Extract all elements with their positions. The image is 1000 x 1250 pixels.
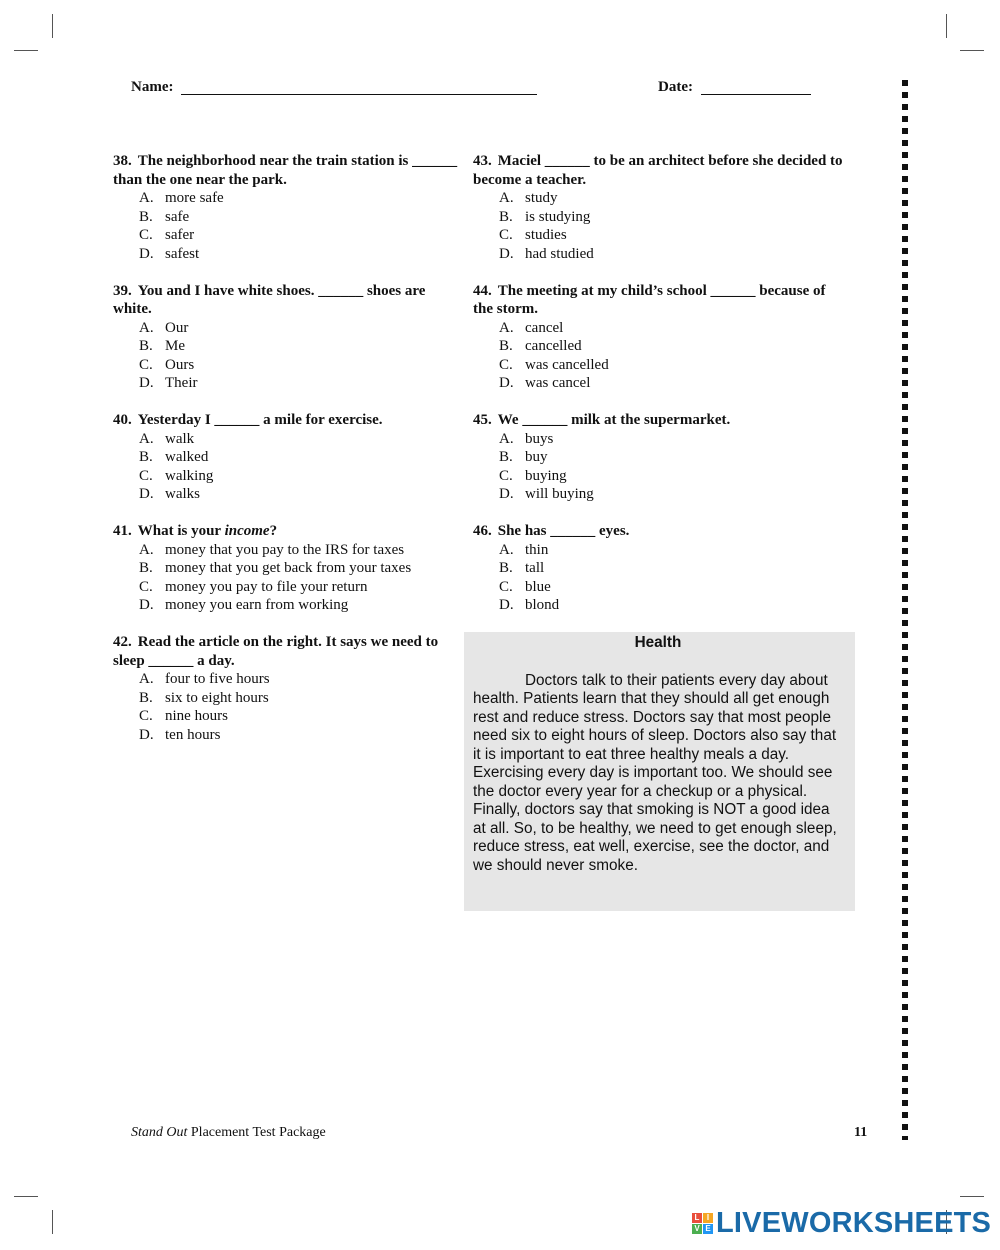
question-text: 38. The neighborhood near the train station is ______ than the one near the park. xyxy=(113,153,458,188)
question-text: 46. She has ______ eyes. xyxy=(473,523,630,539)
answer-option[interactable]: B. walked xyxy=(139,449,209,465)
question-40 xyxy=(113,411,458,504)
answer-option[interactable]: D. Their xyxy=(139,375,198,391)
question-44 xyxy=(473,282,843,393)
crop-mark xyxy=(52,1210,53,1234)
crop-mark xyxy=(52,14,53,38)
answer-option[interactable]: C. was cancelled xyxy=(499,356,609,373)
answer-option[interactable]: C. nine hours xyxy=(139,708,228,724)
crop-mark xyxy=(960,50,984,51)
question-text: 43. Maciel ______ to be an architect before she decided to become a teacher. xyxy=(473,153,843,188)
crop-mark xyxy=(14,50,38,51)
answer-option[interactable]: B. buy xyxy=(499,449,548,465)
date-input-line[interactable] xyxy=(701,78,811,95)
answer-option[interactable]: D. had studied xyxy=(499,245,594,262)
date-field xyxy=(658,78,811,96)
question-text: 42. Read the article on the right. It says we need to sleep ______ a day. xyxy=(113,634,439,669)
footer-title xyxy=(131,1125,326,1141)
question-text: 41. What is your income? xyxy=(113,523,278,539)
question-text: 40. Yesterday I ______ a mile for exercise. xyxy=(113,412,383,428)
crop-mark xyxy=(946,14,947,38)
answer-option[interactable]: B. safe xyxy=(139,208,190,225)
article-title: Health xyxy=(634,634,682,651)
perforation-line xyxy=(902,80,908,1140)
answer-option[interactable]: A. money that you pay to the IRS for taxes xyxy=(139,541,405,558)
answer-option[interactable]: D. safest xyxy=(139,245,200,262)
date-label: Date: xyxy=(658,79,693,95)
question-text: 39. You and I have white shoes. ______ shoes are white. xyxy=(113,282,426,317)
crop-mark xyxy=(14,1196,38,1197)
crop-mark xyxy=(960,1196,984,1197)
question-41 xyxy=(113,522,458,615)
answer-option[interactable]: C. blue xyxy=(499,578,551,595)
answer-option[interactable]: C. money you pay to file your return xyxy=(139,578,368,595)
answer-option[interactable]: A. study xyxy=(499,190,558,206)
answer-option[interactable]: D. ten hours xyxy=(139,726,221,743)
question-text: 44. The meeting at my child’s school ______ because of the storm. xyxy=(473,282,826,317)
answer-option[interactable]: A. walk xyxy=(139,430,195,447)
answer-option[interactable]: C. Ours xyxy=(139,356,195,373)
answer-option[interactable]: A. buys xyxy=(499,430,554,447)
answer-option[interactable]: D. walks xyxy=(139,486,200,502)
answer-option[interactable]: C. walking xyxy=(139,467,214,484)
answer-option[interactable]: B. six to eight hours xyxy=(139,689,269,706)
answer-option[interactable]: D. money you earn from working xyxy=(139,597,349,613)
name-label: Name: xyxy=(131,79,174,95)
answer-option[interactable]: B. money that you get back from your taxes xyxy=(139,560,412,576)
article-body: Doctors talk to their patients every day about health. Patients learn that they should all get enough rest and reduce stress. Doctors say that most people need six to eight hours of sleep. Doctors also say that it is important to eat three healthy meals a day. Exercising every day is important too. We should see the doctor every year for a checkup or a physical. Finally, doctors say that smoking is NOT a good idea at all. So, to be healthy, we need to get enough sleep, reduce stress, eat well, exercise, see the doctor, and we should never smoke. xyxy=(473,671,837,874)
name-input-line[interactable] xyxy=(181,78,537,95)
health-article xyxy=(464,632,855,911)
question-42 xyxy=(113,633,458,744)
answer-option[interactable]: C. buying xyxy=(499,467,567,484)
answer-option[interactable]: D. will buying xyxy=(499,486,594,502)
answer-option[interactable]: B. Me xyxy=(139,338,185,354)
answer-option[interactable]: A. more safe xyxy=(139,190,224,206)
question-45 xyxy=(473,411,843,504)
answer-option[interactable]: A. four to five hours xyxy=(139,671,270,687)
question-text: 45. We ______ milk at the supermarket. xyxy=(473,412,731,428)
answer-option[interactable]: B. is studying xyxy=(499,208,591,225)
answer-option[interactable]: B. cancelled xyxy=(499,338,582,354)
left-question-column xyxy=(113,152,458,763)
answer-option[interactable]: C. safer xyxy=(139,227,195,243)
liveworksheets-logo[interactable] xyxy=(692,1205,991,1241)
answer-option[interactable]: D. blond xyxy=(499,597,560,613)
name-field xyxy=(131,78,537,96)
page-number: 11 xyxy=(854,1125,868,1140)
footer-subtitle: Placement Test Package xyxy=(187,1125,326,1140)
book-title: Stand Out xyxy=(131,1125,188,1140)
answer-option[interactable]: B. tall xyxy=(499,560,545,576)
logo-icon: L I V E xyxy=(692,1213,713,1234)
answer-option[interactable]: D. was cancel xyxy=(499,375,591,391)
answer-option[interactable]: A. Our xyxy=(139,319,189,336)
answer-option[interactable]: A. thin xyxy=(499,541,549,558)
answer-option[interactable]: A. cancel xyxy=(499,319,564,336)
question-38 xyxy=(113,152,458,263)
question-39 xyxy=(113,282,458,393)
right-question-column xyxy=(473,152,843,633)
answer-option[interactable]: C. studies xyxy=(499,227,567,243)
question-43 xyxy=(473,152,843,263)
question-46 xyxy=(473,522,843,615)
logo-text: LIVEWORKSHEETS xyxy=(716,1206,992,1239)
